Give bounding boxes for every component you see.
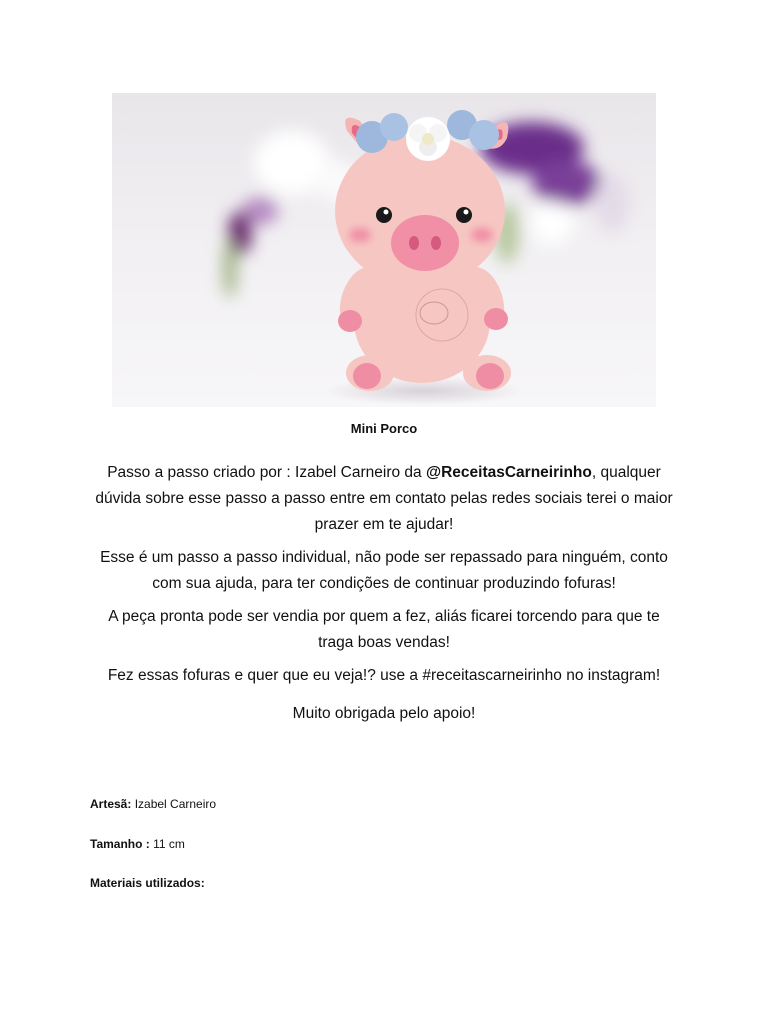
photo-caption: Mini Porco <box>350 421 418 436</box>
artesa-line: Artesã: Izabel Carneiro <box>90 797 217 811</box>
amigurumi-photo <box>112 93 656 407</box>
tamanho-line: Tamanho : 11 cm <box>90 837 185 851</box>
thanks-paragraph: Muito obrigada pelo apoio! <box>292 705 476 722</box>
intro-paragraph-4: Fez essas fofuras e quer que eu veja!? use a #receitascarneirinho no instagram! <box>107 667 661 684</box>
intro-paragraph-2: Esse é um passo a passo individual, não pode ser repassado para ninguém, conto com sua ajuda, para ter condições de continuar produzindo fofuras! <box>100 549 668 592</box>
pig-illustration <box>112 93 656 407</box>
materiais-line: Materiais utilizados: <box>90 876 205 890</box>
intro-paragraph-3: A peça pronta pode ser vendia por quem a fez, aliás ficarei torcendo para que te traga boas vendas! <box>108 608 660 651</box>
intro-text <box>90 460 678 734</box>
intro-paragraph-1: Passo a passo criado por : Izabel Carneiro da @ReceitasCarneirinho, qualquer dúvida sobre esse passo a passo entre em contato pelas redes sociais terei o maior prazer em te ajudar! <box>95 464 673 533</box>
instagram-handle: @ReceitasCarneirinho <box>425 464 592 481</box>
